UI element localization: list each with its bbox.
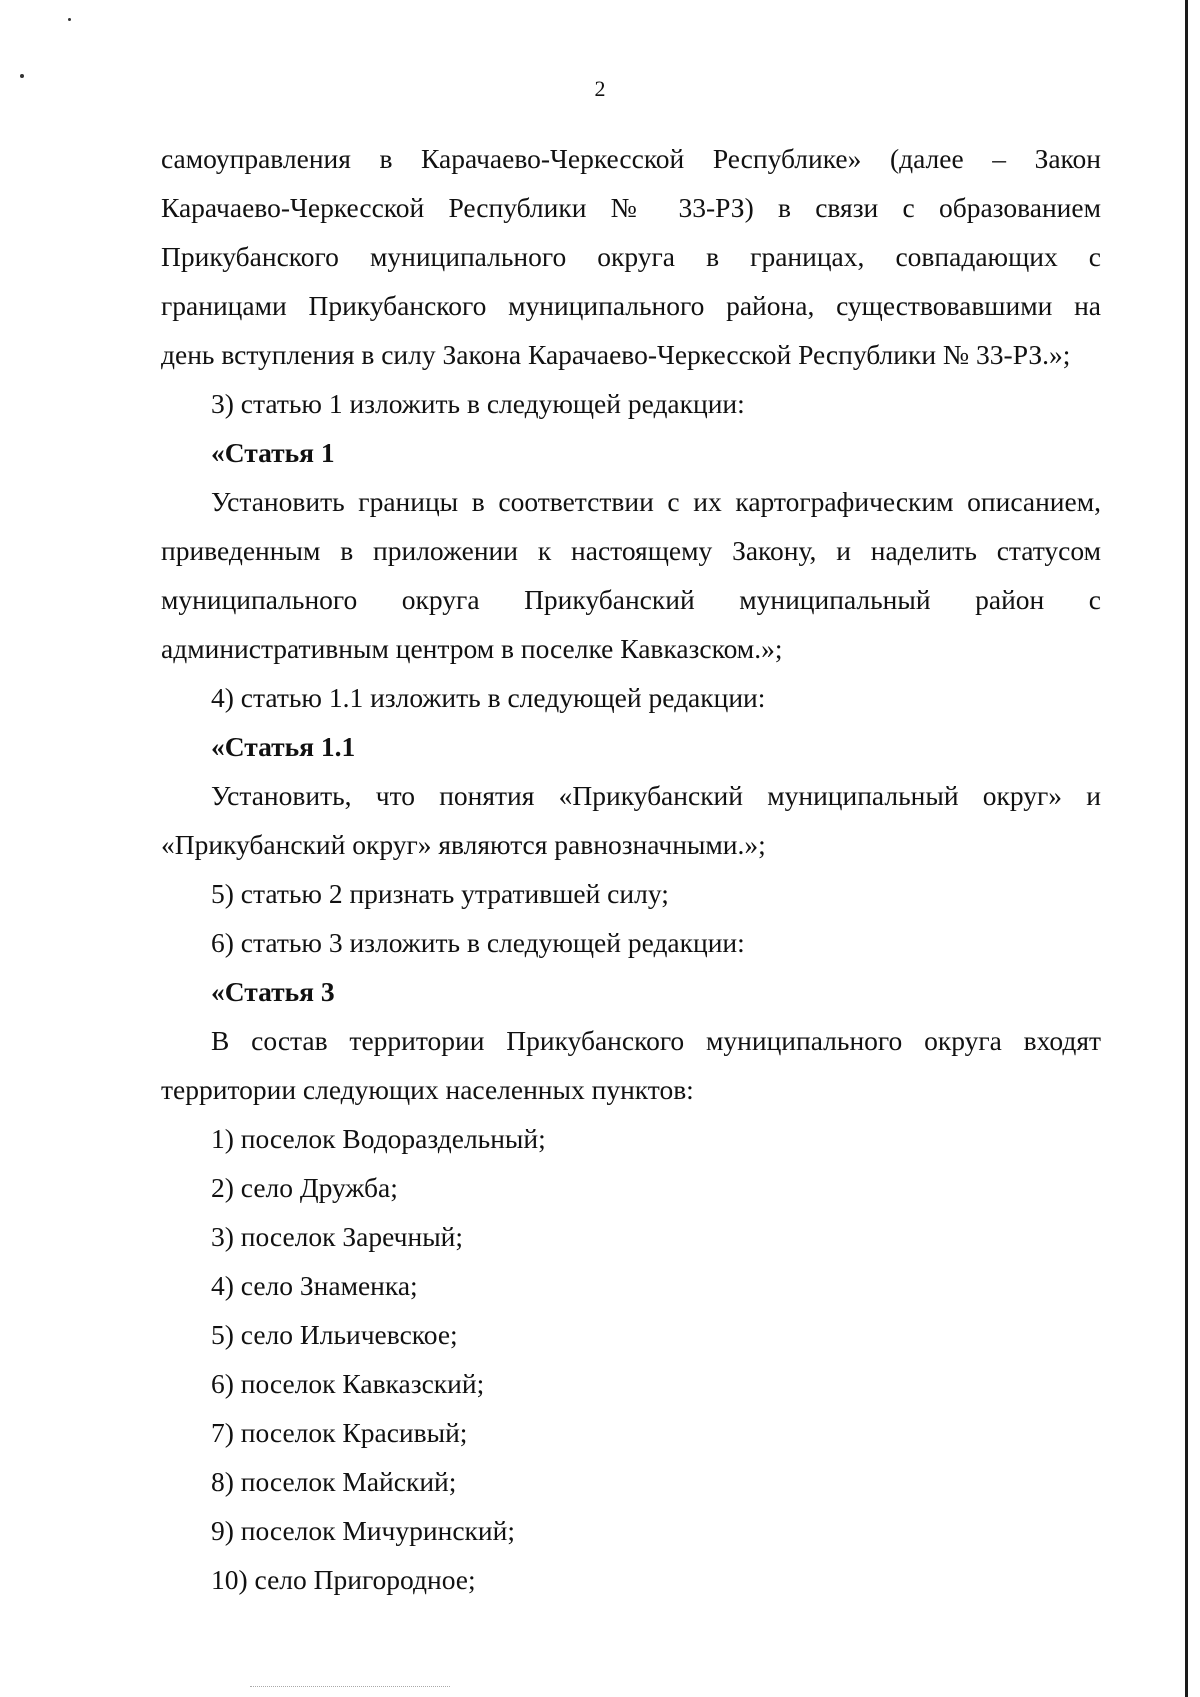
settlement-list-item: 6) поселок Кавказский; xyxy=(211,1368,485,1399)
amendment-item: 3) статью 1 изложить в следующей редакции: xyxy=(211,388,745,419)
paragraph-line: приведенным в приложении к настоящему Закону, и наделить статусом xyxy=(161,535,1101,566)
settlement-list-item: 4) село Знаменка; xyxy=(211,1270,418,1301)
settlement-list-item: 2) село Дружба; xyxy=(211,1172,398,1203)
scan-page-edge xyxy=(1185,0,1188,1697)
settlement-list-item: 10) село Пригородное; xyxy=(211,1564,476,1595)
paragraph-line: Установить границы в соответствии с их картографическим описанием, xyxy=(211,486,1101,517)
paragraph-line: территории следующих населенных пунктов: xyxy=(161,1074,694,1105)
settlement-list-item: 8) поселок Майский; xyxy=(211,1466,457,1497)
settlement-list-item: 7) поселок Красивый; xyxy=(211,1417,468,1448)
paragraph-line: «Прикубанский округ» являются равнозначными.»; xyxy=(161,829,766,860)
paragraph-line: Карачаево-Черкесской Республики № 33-РЗ) в связи с образованием xyxy=(161,192,1101,223)
paragraph-line: границами Прикубанского муниципального района, существовавшими на xyxy=(161,290,1101,321)
paragraph-line: муниципального округа Прикубанский муниципальный район с xyxy=(161,584,1101,615)
paragraph-line: Установить, что понятия «Прикубанский муниципальный округ» и xyxy=(211,780,1101,811)
paragraph-line: В состав территории Прикубанского муниципального округа входят xyxy=(211,1025,1101,1056)
settlement-list-item: 3) поселок Заречный; xyxy=(211,1221,464,1252)
paragraph-line: самоуправления в Карачаево-Черкесской Республике» (далее – Закон xyxy=(161,143,1101,174)
scan-speck xyxy=(68,18,71,21)
page-number: 2 xyxy=(594,76,606,101)
scan-bottom-artifact xyxy=(250,1686,450,1688)
amendment-item: 5) статью 2 признать утратившей силу; xyxy=(211,878,669,909)
settlement-list-item: 9) поселок Мичуринский; xyxy=(211,1515,515,1546)
article-heading: «Статья 1 xyxy=(211,437,335,468)
article-heading: «Статья 3 xyxy=(211,976,335,1007)
settlement-list-item: 5) село Ильичевское; xyxy=(211,1319,458,1350)
paragraph-line: административным центром в поселке Кавказском.»; xyxy=(161,633,783,664)
settlement-list-item: 1) поселок Водораздельный; xyxy=(211,1123,546,1154)
article-heading: «Статья 1.1 xyxy=(211,731,356,762)
paragraph-line: Прикубанского муниципального округа в границах, совпадающих с xyxy=(161,241,1101,272)
amendment-item: 4) статью 1.1 изложить в следующей редакции: xyxy=(211,682,766,713)
document-body xyxy=(161,134,1101,1604)
amendment-item: 6) статью 3 изложить в следующей редакции: xyxy=(211,927,745,958)
paragraph-line: день вступления в силу Закона Карачаево-Черкесской Республики № 33-РЗ.»; xyxy=(161,339,1071,370)
